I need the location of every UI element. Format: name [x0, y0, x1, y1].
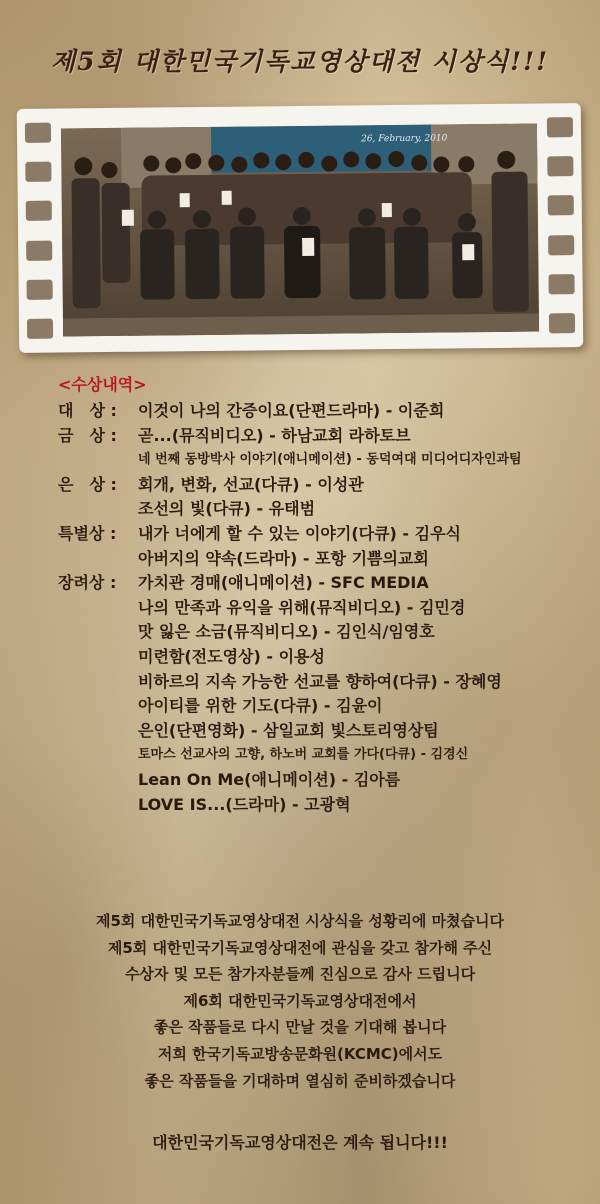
award-category: 장려상 : — [58, 573, 117, 593]
award-category — [58, 670, 138, 695]
award-winner: 맛 잃은 소금(뮤직비디오) - 김인식/임영호 — [138, 622, 435, 642]
award-winner: LOVE IS...(드라마) - 고광혁 — [138, 794, 351, 814]
photo-banner-text: 26, February, 2010 — [361, 133, 448, 145]
film-perforations-right — [547, 117, 575, 333]
award-category — [58, 596, 138, 621]
award-row — [58, 768, 578, 793]
award-category — [58, 645, 138, 670]
award-category: 은 상 : — [58, 474, 117, 494]
closing-line: 제5회 대한민국기독교영상대전에 관심을 갖고 참가해 주신 — [107, 938, 493, 957]
final-message: 대한민국기독교영상대전은 계속 됩니다!!! — [152, 1133, 448, 1152]
award-winner: 네 번째 동방박사 이야기(애니메이션) - 동덕여대 미디어디자인과팀 — [138, 452, 522, 468]
group-photo-illustration — [61, 124, 539, 337]
award-category — [58, 768, 138, 793]
award-row — [58, 571, 578, 596]
award-row — [58, 497, 578, 522]
film-perforations-left — [25, 123, 53, 339]
group-photo — [61, 124, 539, 337]
award-winner: 비하르의 지속 가능한 선교를 향하여(다큐) - 장혜영 — [138, 671, 502, 691]
closing-line: 좋은 작품들로 다시 만날 것을 기대해 봅니다 — [153, 1018, 447, 1037]
film-strip-frame — [17, 103, 584, 353]
award-row — [58, 522, 578, 547]
award-winner: 은인(단편영화) - 삼일교회 빛스토리영상팀 — [138, 720, 439, 740]
award-winner: 조선의 빛(다큐) - 유태범 — [138, 499, 316, 519]
award-row — [58, 473, 578, 498]
award-winner: 나의 만족과 유익을 위해(뮤직비디오) - 김민경 — [138, 597, 466, 617]
award-winner: 미련함(전도영상) - 이용성 — [138, 646, 325, 666]
award-winner: 아버지의 약속(드라마) - 포항 기쁨의교회 — [138, 548, 429, 568]
closing-line: 저희 한국기독교방송문화원(KCMC)에서도 — [157, 1044, 443, 1063]
award-category — [58, 743, 138, 768]
award-category: 특별상 : — [58, 523, 117, 543]
award-row — [58, 424, 578, 449]
award-category — [58, 620, 138, 645]
award-category — [58, 793, 138, 818]
award-row — [58, 596, 578, 621]
closing-line: 수상자 및 모든 참가자분들께 진심으로 감사 드립니다 — [124, 965, 476, 984]
award-row — [58, 399, 578, 424]
award-winner: 회개, 변화, 선교(다큐) - 이성관 — [138, 474, 364, 494]
award-category: 대 상 : — [58, 401, 117, 420]
award-category — [58, 694, 138, 719]
award-row — [58, 743, 578, 768]
closing-line: 제5회 대한민국기독교영상대전 시상식을 성황리에 마쳤습니다 — [95, 912, 505, 930]
award-category — [58, 547, 138, 572]
award-category — [58, 497, 138, 522]
award-category — [58, 448, 138, 473]
award-row — [58, 547, 578, 572]
award-winner: 가치관 경매(애니메이션) - SFC MEDIA — [138, 573, 429, 593]
award-category — [58, 719, 138, 744]
award-winner: 아이티를 위한 기도(다큐) - 김윤이 — [138, 696, 383, 716]
closing-line: 좋은 작품들을 기대하며 열심히 준비하겠습니다 — [144, 1071, 456, 1090]
award-row — [58, 670, 578, 695]
awards-list — [58, 372, 578, 817]
closing-line: 제6회 대한민국기독교영상대전에서 — [183, 991, 417, 1010]
award-row — [58, 645, 578, 670]
award-row — [58, 448, 578, 473]
awards-header: <수상내역> — [58, 375, 147, 394]
award-winner: 토마스 선교사의 고향, 하노버 교회를 가다(다큐) - 김경신 — [138, 747, 469, 763]
award-winner: Lean On Me(애니메이션) - 김아름 — [138, 769, 401, 789]
award-category: 금 상 : — [58, 425, 117, 445]
award-row — [58, 719, 578, 744]
page-title: 제5회 대한민국기독교영상대전 시상식!!! — [50, 47, 550, 76]
award-row — [58, 793, 578, 818]
closing-message — [0, 908, 600, 1094]
award-winner: 이것이 나의 간증이요(단편드라마) - 이준희 — [138, 401, 445, 420]
award-row — [58, 694, 578, 719]
award-row — [58, 620, 578, 645]
award-winner: 곧...(뮤직비디오) - 하남교회 라하토브 — [138, 425, 411, 445]
award-winner: 내가 너에게 할 수 있는 이야기(다큐) - 김우식 — [138, 523, 462, 543]
